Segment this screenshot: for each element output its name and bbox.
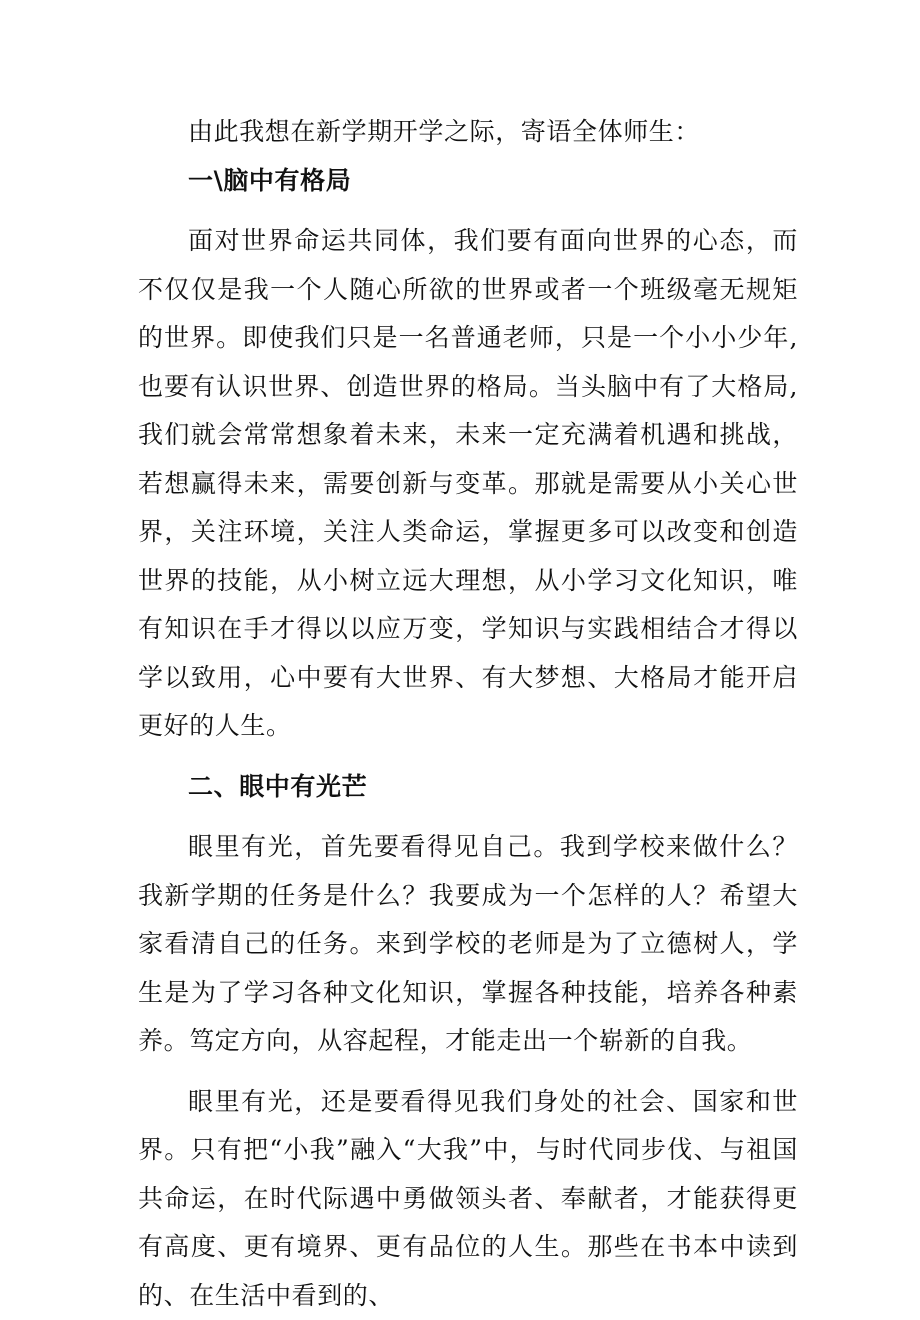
section2-paragraph-2: 眼里有光，还是要看得见我们身处的社会、国家和世界。只有把“小我”融入“大我”中，与时代同步伐、与祖国共命运，在时代际遇中勇做领头者、奉献者，才能获得更有高度、更有境界、更有品位的人生。那些在书本中读到的、在生活中看到的、	[138, 1078, 798, 1320]
section2-paragraph-1: 眼里有光，首先要看得见自己。我到学校来做什么？我新学期的任务是什么？我要成为一个怎样的人？希望大家看清自己的任务。来到学校的老师是为了立德树人，学生是为了学习各种文化知识，掌握各种技能，培养各种素养。笃定方向，从容起程，才能走出一个崭新的自我。	[138, 823, 798, 1066]
section1-paragraph: 面对世界命运共同体，我们要有面向世界的心态，而不仅仅是我一个人随心所欲的世界或者一个班级毫无规矩的世界。即使我们只是一名普通老师，只是一个小小少年,也要有认识世界、创造世界的格局。当头脑中有了大格局,我们就会常常想象着未来，未来一定充满着机遇和挑战，若想赢得未来，需要创新与变革。那就是需要从小关心世界，关注环境，关注人类命运，掌握更多可以改变和创造世界的技能，从小树立远大理想，从小学习文化知识，唯有知识在手才得以以应万变，学知识与实践相结合才得以学以致用，心中要有大世界、有大梦想、大格局才能开启更好的人生。	[138, 217, 798, 751]
intro-paragraph: 由此我想在新学期开学之际，寄语全体师生：	[138, 108, 798, 157]
section1-heading: 一\脑中有格局	[138, 157, 798, 206]
section2-heading: 二、眼中有光芒	[138, 763, 798, 812]
document-body	[138, 108, 798, 1320]
